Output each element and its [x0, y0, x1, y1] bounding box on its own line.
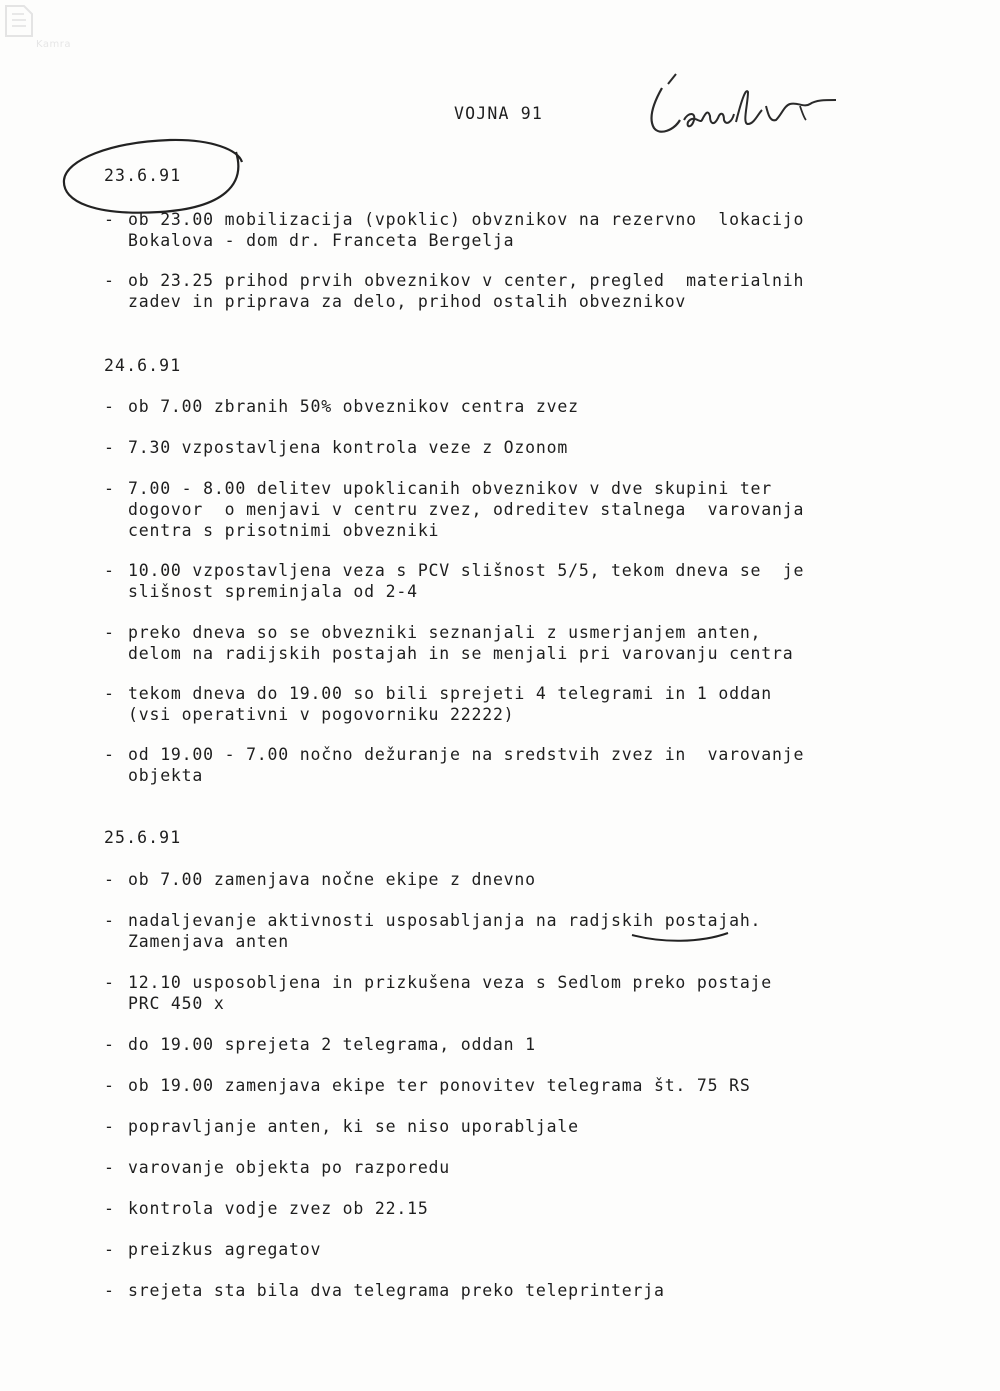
bullet-dash: -	[104, 271, 115, 290]
entry-text: do 19.00 sprejeta 2 telegrama, oddan 1	[128, 1035, 536, 1054]
entry-text: ob 7.00 zamenjava nočne ekipe z dnevno	[128, 870, 536, 889]
date-heading: 25.6.91	[104, 828, 182, 847]
date-heading: 24.6.91	[104, 356, 182, 375]
log-entry	[104, 972, 924, 1014]
log-entry	[104, 209, 924, 251]
handwritten-signature	[640, 70, 850, 150]
bullet-dash: -	[104, 1117, 115, 1136]
log-entry	[104, 270, 924, 312]
bullet-dash: -	[104, 1281, 115, 1300]
entry-text: kontrola vodje zvez ob 22.15	[128, 1199, 429, 1218]
entry-text: 10.00 vzpostavljena veza s PCV slišnost 5/5, tekom dneva se je slišnost spreminjala od 2-4	[128, 561, 805, 601]
log-entry	[104, 1157, 924, 1178]
bullet-dash: -	[104, 1240, 115, 1259]
bullet-dash: -	[104, 1199, 115, 1218]
bullet-dash: -	[104, 911, 115, 930]
log-entry	[104, 1075, 924, 1096]
log-entry	[104, 437, 924, 458]
entry-text: ob 7.00 zbranih 50% obveznikov centra zvez	[128, 397, 579, 416]
entry-text: ob 23.00 mobilizacija (vpoklic) obvznikov na rezervno lokacijo Bokalova - dom dr. Franceta Bergelja	[128, 210, 805, 250]
bullet-dash: -	[104, 210, 115, 229]
bullet-dash: -	[104, 1076, 115, 1095]
document-title: VOJNA 91	[454, 104, 544, 123]
bullet-dash: -	[104, 561, 115, 580]
bullet-dash: -	[104, 623, 115, 642]
entry-text: preko dneva so se obvezniki seznanjali z usmerjanjem anten, delom na radijskih postajah in se menjali pri varovanju centra	[128, 623, 794, 663]
bullet-dash: -	[104, 973, 115, 992]
archive-watermark	[2, 2, 112, 52]
bullet-dash: -	[104, 1158, 115, 1177]
entry-text: 12.10 usposobljena in prizkušena veza s Sedlom preko postaje PRC 450 x	[128, 973, 773, 1013]
entry-text: nadaljevanje aktivnosti usposabljanja na radjskih postajah. Zamenjava anten	[128, 911, 762, 951]
log-entry	[104, 910, 924, 952]
bullet-dash: -	[104, 684, 115, 703]
log-entry	[104, 744, 924, 786]
watermark-label: Kamra	[36, 39, 71, 50]
entry-text: 7.30 vzpostavljena kontrola veze z Ozonom	[128, 438, 569, 457]
entry-text: popravljanje anten, ki se niso uporabljale	[128, 1117, 579, 1136]
bullet-dash: -	[104, 438, 115, 457]
log-entry	[104, 1239, 924, 1260]
entry-text: varovanje objekta po razporedu	[128, 1158, 451, 1177]
log-entry	[104, 478, 924, 541]
log-entry	[104, 683, 924, 725]
entry-text: ob 23.25 prihod prvih obveznikov v center, pregled materialnih zadev in priprava za delo, prihod ostalih obveznikov	[128, 271, 805, 311]
log-entry	[104, 1198, 924, 1219]
entry-text: 7.00 - 8.00 delitev upoklicanih obveznikov v dve skupini ter dogovor o menjavi v centru zvez, odreditev stalnega varovanja centra s prisotnimi obvezniki	[128, 479, 805, 540]
entry-text: ob 19.00 zamenjava ekipe ter ponovitev telegrama št. 75 RS	[128, 1076, 751, 1095]
log-entry	[104, 622, 924, 664]
entry-text: od 19.00 - 7.00 nočno dežuranje na sredstvih zvez in varovanje objekta	[128, 745, 805, 785]
date-heading: 23.6.91	[104, 166, 182, 185]
bullet-dash: -	[104, 1035, 115, 1054]
log-entry	[104, 1280, 924, 1301]
bullet-dash: -	[104, 397, 115, 416]
log-entry	[104, 1116, 924, 1137]
bullet-dash: -	[104, 479, 115, 498]
entry-text: srejeta sta bila dva telegrama preko teleprinterja	[128, 1281, 665, 1300]
entry-text: tekom dneva do 19.00 so bili sprejeti 4 telegrami in 1 oddan (vsi operativni v pogovorniku 22222)	[128, 684, 773, 724]
bullet-dash: -	[104, 870, 115, 889]
bullet-dash: -	[104, 745, 115, 764]
entry-text: preizkus agregatov	[128, 1240, 322, 1259]
log-entry	[104, 869, 924, 890]
log-entry	[104, 560, 924, 602]
log-entry	[104, 1034, 924, 1055]
log-entry	[104, 396, 924, 417]
